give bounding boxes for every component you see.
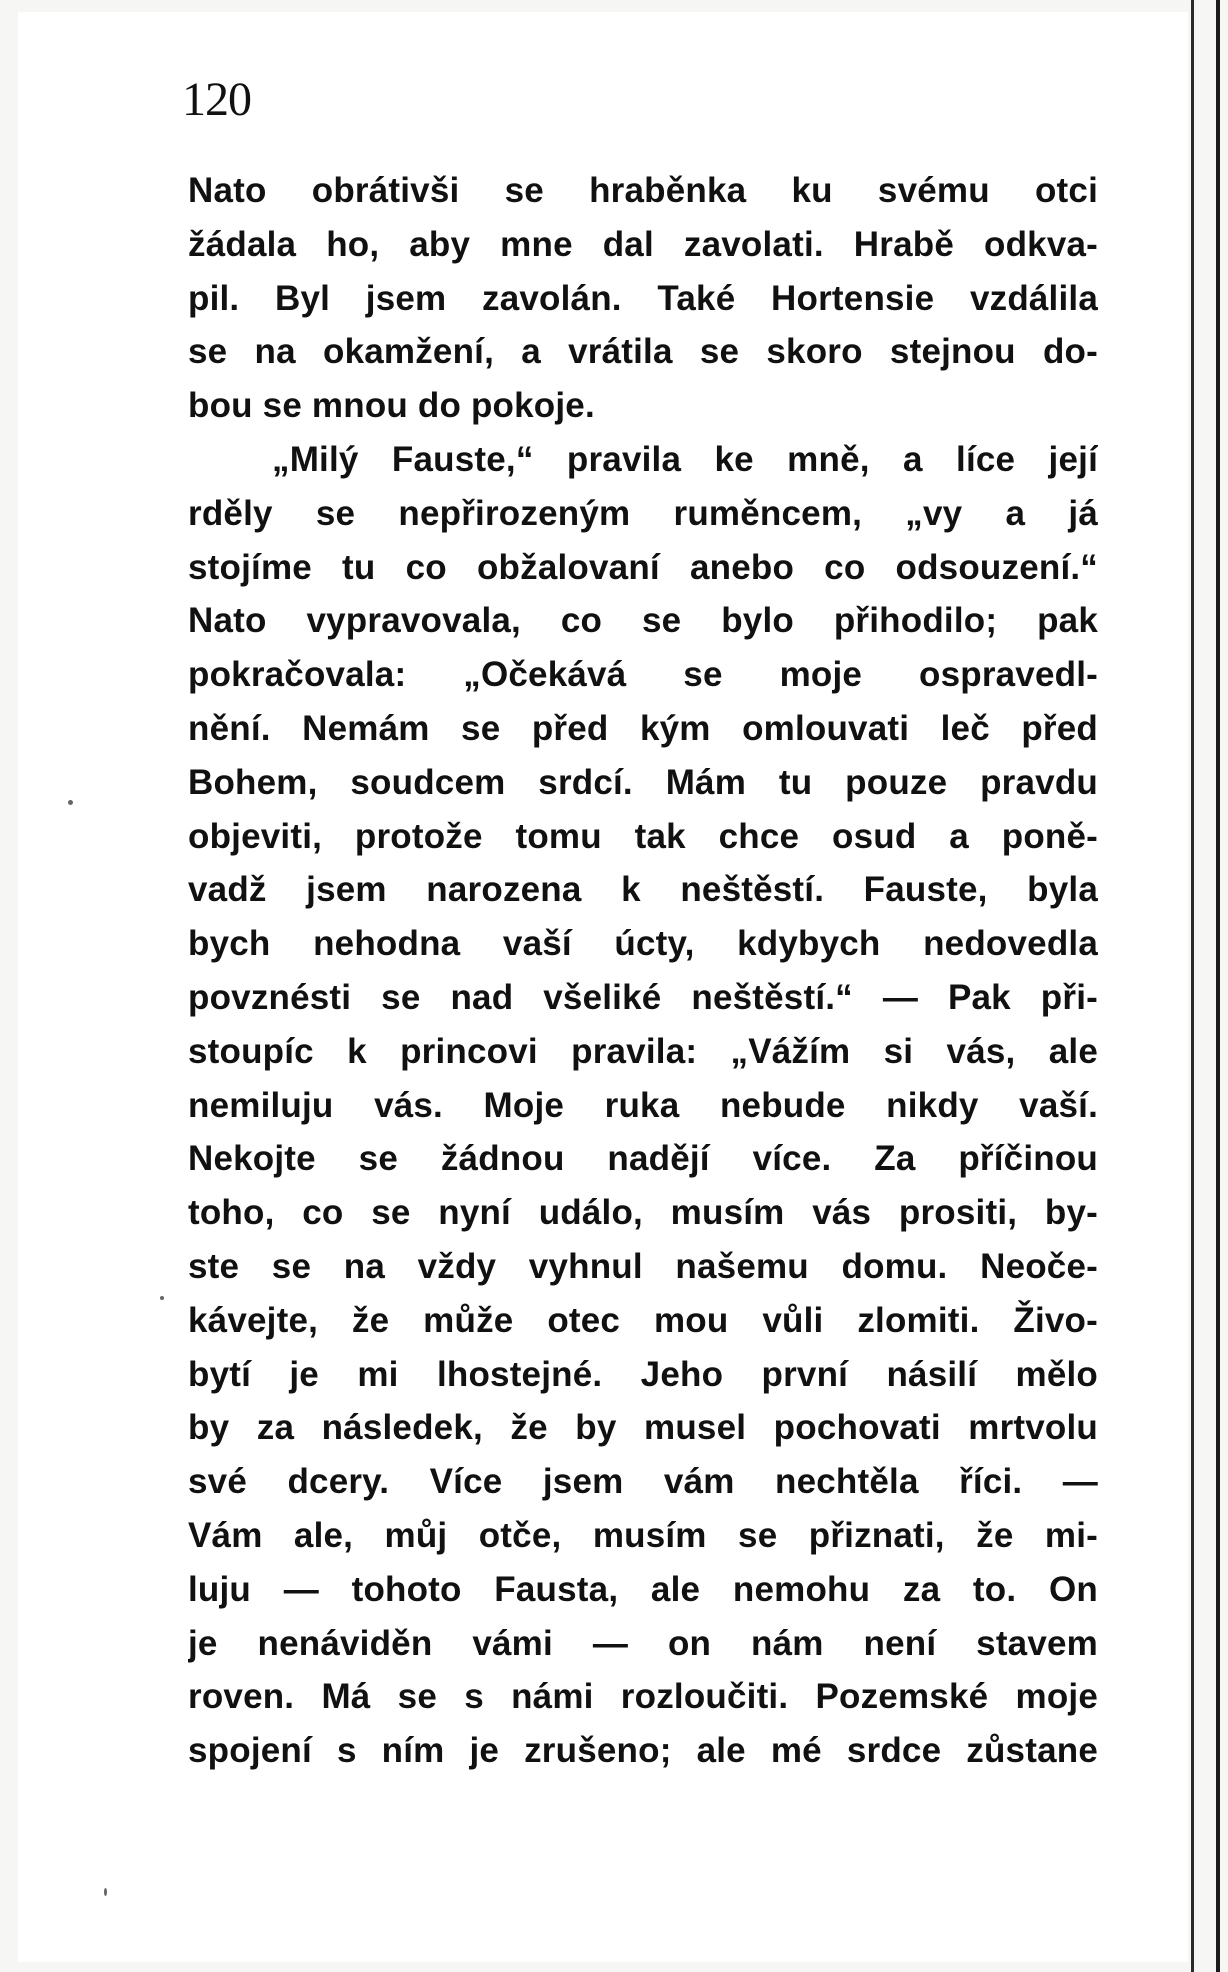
scan-speck bbox=[68, 800, 73, 805]
text-line: by za následek, že by musel pochovati mrtvolu bbox=[188, 1408, 1098, 1448]
text-line: rděly se nepřirozeným ruměncem, „vy a já bbox=[188, 493, 1098, 533]
text-line: Nekojte se žádnou nadějí více. Za příčinou bbox=[188, 1139, 1098, 1179]
text-line: pil. Byl jsem zavolán. Také Hortensie vzdálila bbox=[188, 278, 1098, 318]
scan-speck bbox=[104, 1888, 107, 1896]
text-line: stoupíc k princovi pravila: „Vážím si vás, ale bbox=[188, 1031, 1098, 1071]
page-edge-line bbox=[1191, 0, 1194, 1972]
text-line: bou se mnou do pokoje. bbox=[188, 386, 595, 426]
text-line: své dcery. Více jsem vám nechtěla říci. — bbox=[188, 1462, 1098, 1502]
text-line: Nato vypravovala, co se bylo přihodilo; pak bbox=[188, 601, 1098, 641]
text-line: se na okamžení, a vrátila se skoro stejnou do- bbox=[188, 332, 1098, 372]
text-line: pokračovala: „Očekává se moje ospravedl- bbox=[188, 655, 1098, 695]
text-line: stojíme tu co obžalovaní anebo co odsouzení.“ bbox=[188, 547, 1098, 587]
text-line: žádala ho, aby mne dal zavolati. Hrabě odkva- bbox=[188, 224, 1098, 264]
scan-speck bbox=[160, 1296, 164, 1300]
text-line: kávejte, že může otec mou vůli zlomiti. Živo- bbox=[188, 1300, 1098, 1340]
text-line: je nenáviděn vámi — on nám není stavem bbox=[188, 1623, 1098, 1663]
text-line: Vám ale, můj otče, musím se přiznati, že mi- bbox=[188, 1515, 1098, 1555]
text-line: nění. Nemám se před kým omlouvati leč před bbox=[188, 708, 1098, 748]
text-line: vadž jsem narozena k neštěstí. Fauste, byla bbox=[188, 870, 1098, 910]
body-text bbox=[188, 164, 1098, 1778]
text-line: bych nehodna vaší úcty, kdybych nedovedla bbox=[188, 924, 1098, 964]
text-line: „Milý Fauste,“ pravila ke mně, a líce její bbox=[272, 439, 1098, 479]
text-line: objeviti, protože tomu tak chce osud a poně- bbox=[188, 816, 1098, 856]
text-line: roven. Má se s námi rozloučiti. Pozemské moje bbox=[188, 1677, 1098, 1717]
text-line: luju — tohoto Fausta, ale nemohu za to. On bbox=[188, 1569, 1098, 1609]
page-number: 120 bbox=[182, 73, 251, 126]
page-edge-shadow bbox=[1216, 0, 1220, 1972]
text-line: nemiluju vás. Moje ruka nebude nikdy vaší. bbox=[188, 1085, 1098, 1125]
text-line: Nato obrátivši se hraběnka ku svému otci bbox=[188, 171, 1098, 210]
text-line: Bohem, soudcem srdcí. Mám tu pouze pravdu bbox=[188, 762, 1098, 802]
text-line: bytí je mi lhostejné. Jeho první násilí mělo bbox=[188, 1354, 1098, 1394]
text-line: povznésti se nad všeliké neštěstí.“ — Pak při- bbox=[188, 977, 1098, 1017]
text-line: toho, co se nyní událo, musím vás prositi, by- bbox=[188, 1193, 1098, 1233]
text-line: spojení s ním je zrušeno; ale mé srdce zůstane bbox=[188, 1731, 1098, 1771]
text-line: ste se na vždy vyhnul našemu domu. Neoče- bbox=[188, 1246, 1098, 1286]
